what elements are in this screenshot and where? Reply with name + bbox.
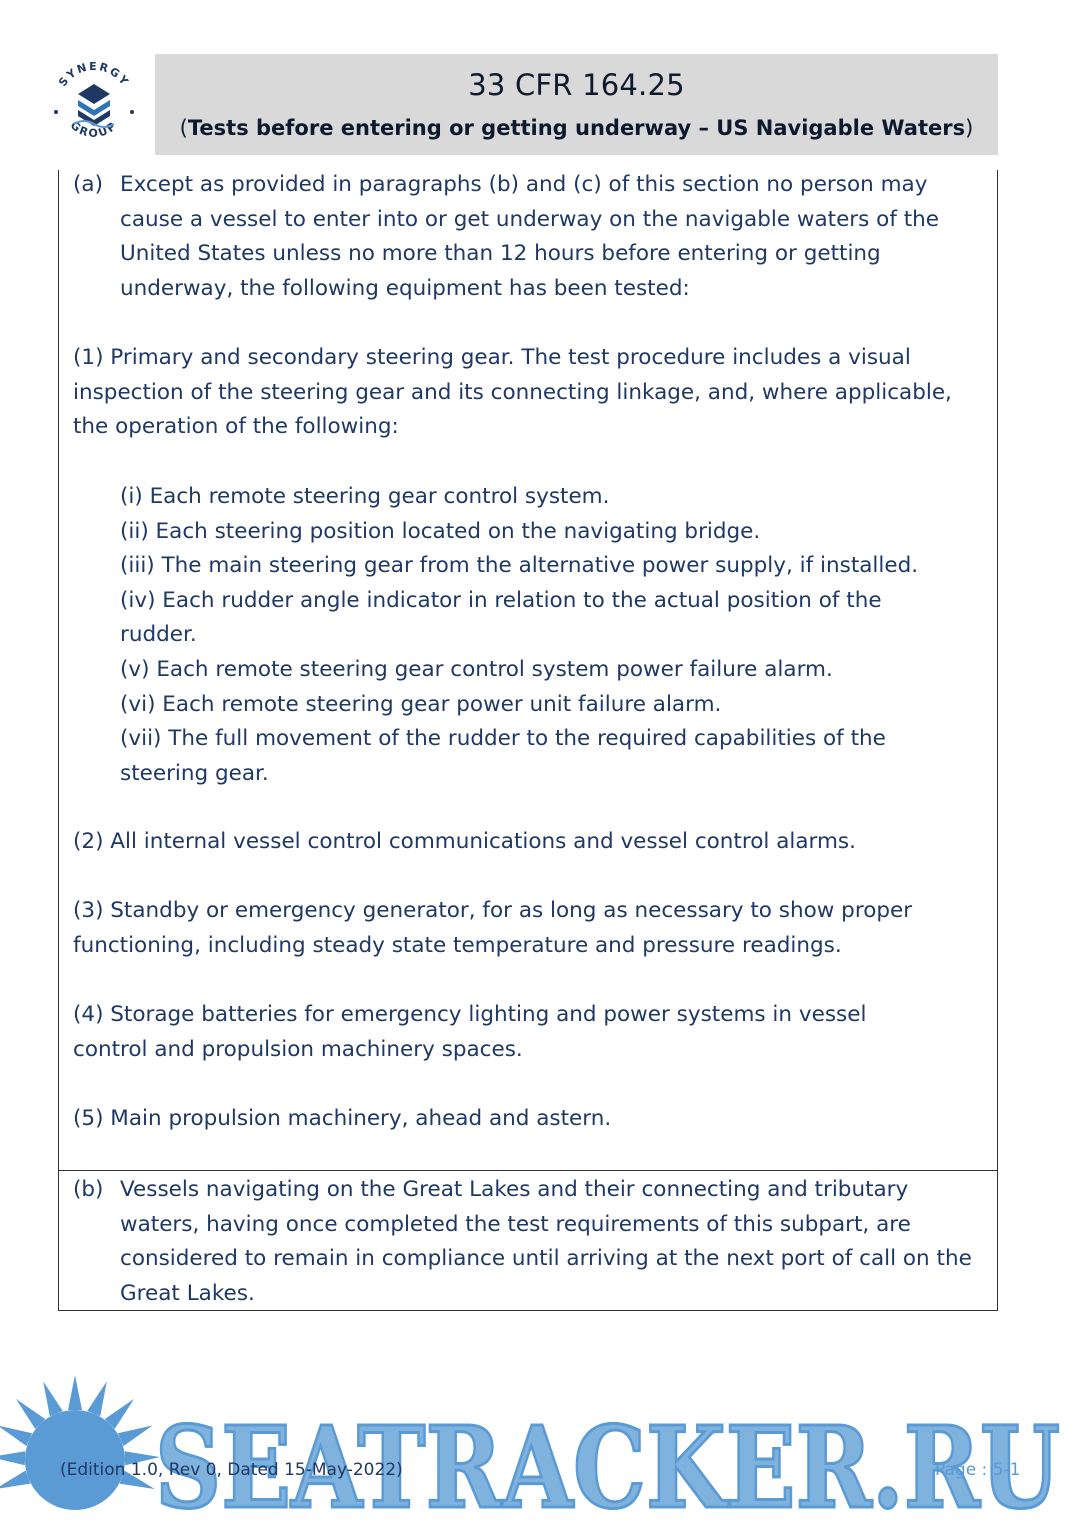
sun-icon — [0, 1375, 160, 1510]
item-4-text: (4) Storage batteries for emergency lighting and power systems in vessel control and propulsion machinery spaces. — [73, 1002, 867, 1062]
subitem-ii: (ii) Each steering position located on the navigating bridge. — [120, 518, 761, 544]
footer-edition: (Edition 1.0, Rev 0, Dated 15-May-2022) — [60, 1460, 403, 1480]
subitem-vi: (vi) Each remote steering gear power unit failure alarm. — [120, 691, 722, 717]
item-1-text: (1) Primary and secondary steering gear. The test procedure includes a visual inspection of the steering gear and its connecting linkage, and, where applicable, the operation of the following: — [73, 345, 952, 440]
watermark-text: SEATRACKER.RU — [155, 1403, 1060, 1532]
steering-subitem-list — [120, 480, 980, 791]
section-a-text: Except as provided in paragraphs (b) and (c) of this section no person may cause a vessel to enter into or get underway on the navigable waters of the United States unless no more than 12 hours before entering or getting underway, the following equipment has been tested: — [120, 172, 940, 301]
item-2-text: (2) All internal vessel control communications and vessel control alarms. — [73, 829, 856, 854]
subitem-i: (i) Each remote steering gear control system. — [120, 484, 610, 509]
svg-text:GROUP: GROUP — [67, 118, 121, 140]
page-title: 33 CFR 164.25 — [468, 68, 685, 102]
synergy-group-logo — [38, 54, 150, 154]
item-5-text: (5) Main propulsion machinery, ahead and astern. — [73, 1106, 612, 1131]
section-b-text: Vessels navigating on the Great Lakes and their connecting and tributary waters, having once completed the test requirements of this subpart, are considered to remain in compliance until arriving at the next port of call on the Great Lakes. — [120, 1177, 972, 1306]
subitem-iii: (iii) The main steering gear from the alternative power supply, if installed. — [120, 553, 919, 579]
header-band — [155, 54, 998, 155]
footer-page-number: Page : 5-1 — [935, 1460, 1021, 1480]
seatracker-watermark — [0, 1365, 1080, 1532]
item-3-text: (3) Standby or emergency generator, for as long as necessary to show proper functioning, including steady state temperature and pressure readings. — [73, 898, 913, 958]
subitem-v: (v) Each remote steering gear control system power failure alarm. — [120, 656, 833, 682]
section-b-label: (b) — [73, 1177, 104, 1202]
section-divider — [58, 1170, 998, 1171]
svg-text:SYNERGY: SYNERGY — [56, 60, 132, 89]
section-a-label: (a) — [73, 172, 103, 197]
subitem-vii: (vii) The full movement of the rudder to the required capabilities of the steering gear. — [120, 726, 886, 786]
subitem-iv: (iv) Each rudder angle indicator in relation to the actual position of the rudder. — [120, 587, 882, 648]
page-subtitle: (Tests before entering or getting underway – US Navigable Waters) — [179, 116, 974, 140]
